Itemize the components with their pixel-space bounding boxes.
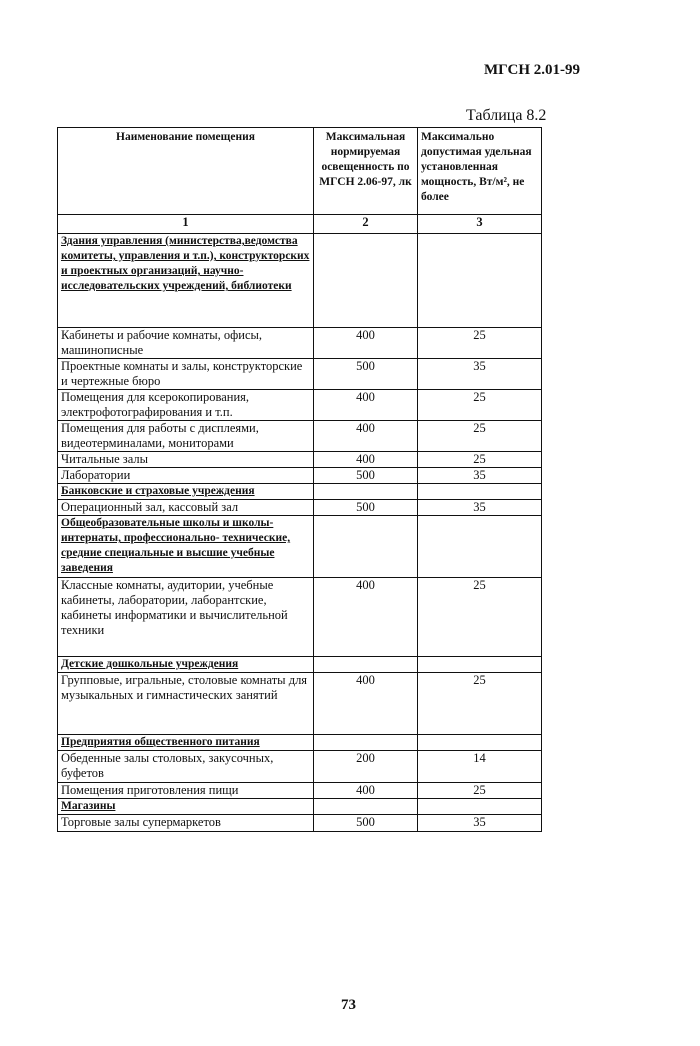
room-name: Кабинеты и рабочие комнаты, офисы, машинописные — [58, 328, 314, 359]
table-row — [58, 328, 542, 359]
power-density-value: 25 — [418, 452, 542, 468]
table-row — [58, 500, 542, 516]
illuminance-value: 400 — [314, 390, 418, 421]
table-row — [58, 359, 542, 390]
illuminance-value: 400 — [314, 673, 418, 735]
power-density-value: 25 — [418, 328, 542, 359]
table-row — [58, 673, 542, 735]
illuminance-value — [314, 735, 418, 751]
section-row — [58, 799, 542, 815]
room-name: Детские дошкольные учреждения — [58, 657, 314, 673]
column-number: 3 — [418, 215, 542, 234]
room-name: Общеобразовательные школы и школы-интернаты, профессионально- технические, средние специальные и высшие учебные заведения — [58, 516, 314, 578]
table-row — [58, 421, 542, 452]
power-density-value: 25 — [418, 390, 542, 421]
illuminance-value: 500 — [314, 815, 418, 832]
illuminance-value: 500 — [314, 359, 418, 390]
power-density-value — [418, 234, 542, 328]
illuminance-value: 500 — [314, 468, 418, 484]
power-density-value — [418, 735, 542, 751]
room-name: Здания управления (министерства,ведомства комитеты, управления и т.п.), конструкторских и проектных организаций, научно-исследовательских учреждений, библиотеки — [58, 234, 314, 328]
room-name: Лаборатории — [58, 468, 314, 484]
power-density-value — [418, 799, 542, 815]
illuminance-value — [314, 799, 418, 815]
room-name: Помещения приготовления пищи — [58, 783, 314, 799]
section-row — [58, 657, 542, 673]
room-name: Магазины — [58, 799, 314, 815]
room-name: Предприятия общественного питания — [58, 735, 314, 751]
illuminance-value — [314, 657, 418, 673]
room-name: Торговые залы супермаркетов — [58, 815, 314, 832]
illuminance-value: 400 — [314, 328, 418, 359]
illuminance-value: 200 — [314, 751, 418, 783]
power-density-value — [418, 484, 542, 500]
room-name: Обеденные залы столовых, закусочных, буфетов — [58, 751, 314, 783]
power-density-value: 35 — [418, 359, 542, 390]
table-row — [58, 783, 542, 799]
power-density-value: 35 — [418, 468, 542, 484]
table-row — [58, 578, 542, 657]
table-row — [58, 468, 542, 484]
table-row — [58, 390, 542, 421]
power-density-value — [418, 657, 542, 673]
room-name: Проектные комнаты и залы, конструкторские и чертежные бюро — [58, 359, 314, 390]
room-name: Помещения для работы с дисплеями, видеотерминалами, мониторами — [58, 421, 314, 452]
document-code: МГСН 2.01-99 — [484, 62, 580, 78]
illuminance-value: 400 — [314, 421, 418, 452]
section-row — [58, 735, 542, 751]
section-row — [58, 234, 542, 328]
table-label: Таблица 8.2 — [466, 107, 547, 124]
illuminance-value — [314, 234, 418, 328]
column-header: Максимальная нормируемая освещенность по МГСН 2.06-97, лк — [314, 128, 418, 215]
room-name: Читальные залы — [58, 452, 314, 468]
illuminance-value: 400 — [314, 578, 418, 657]
room-name: Помещения для ксерокопирования, электрофотографирования и т.п. — [58, 390, 314, 421]
power-density-value: 14 — [418, 751, 542, 783]
column-number-row — [58, 215, 542, 234]
power-density-value: 25 — [418, 673, 542, 735]
table-row — [58, 751, 542, 783]
column-header: Максимально допустимая удельная установленная мощность, Вт/м², не более — [418, 128, 542, 215]
illuminance-value — [314, 516, 418, 578]
power-density-value: 35 — [418, 500, 542, 516]
table-row — [58, 815, 542, 832]
power-density-value — [418, 516, 542, 578]
room-name: Операционный зал, кассовый зал — [58, 500, 314, 516]
power-density-value: 25 — [418, 578, 542, 657]
room-name: Групповые, игральные, столовые комнаты для музыкальных и гимнастических занятий — [58, 673, 314, 735]
power-density-value: 35 — [418, 815, 542, 832]
room-name: Банковские и страховые учреждения — [58, 484, 314, 500]
power-density-value: 25 — [418, 421, 542, 452]
illuminance-value — [314, 484, 418, 500]
section-row — [58, 484, 542, 500]
table-header-row — [58, 128, 542, 215]
room-name: Классные комнаты, аудитории, учебные кабинеты, лаборатории, лаборантские, кабинеты информатики и вычислительной техники — [58, 578, 314, 657]
column-number: 1 — [58, 215, 314, 234]
lighting-power-table — [57, 127, 542, 832]
section-row — [58, 516, 542, 578]
illuminance-value: 400 — [314, 783, 418, 799]
illuminance-value: 400 — [314, 452, 418, 468]
column-number: 2 — [314, 215, 418, 234]
column-header: Наименование помещения — [58, 128, 314, 215]
power-density-value: 25 — [418, 783, 542, 799]
page-number: 73 — [341, 997, 356, 1013]
illuminance-value: 500 — [314, 500, 418, 516]
table-row — [58, 452, 542, 468]
